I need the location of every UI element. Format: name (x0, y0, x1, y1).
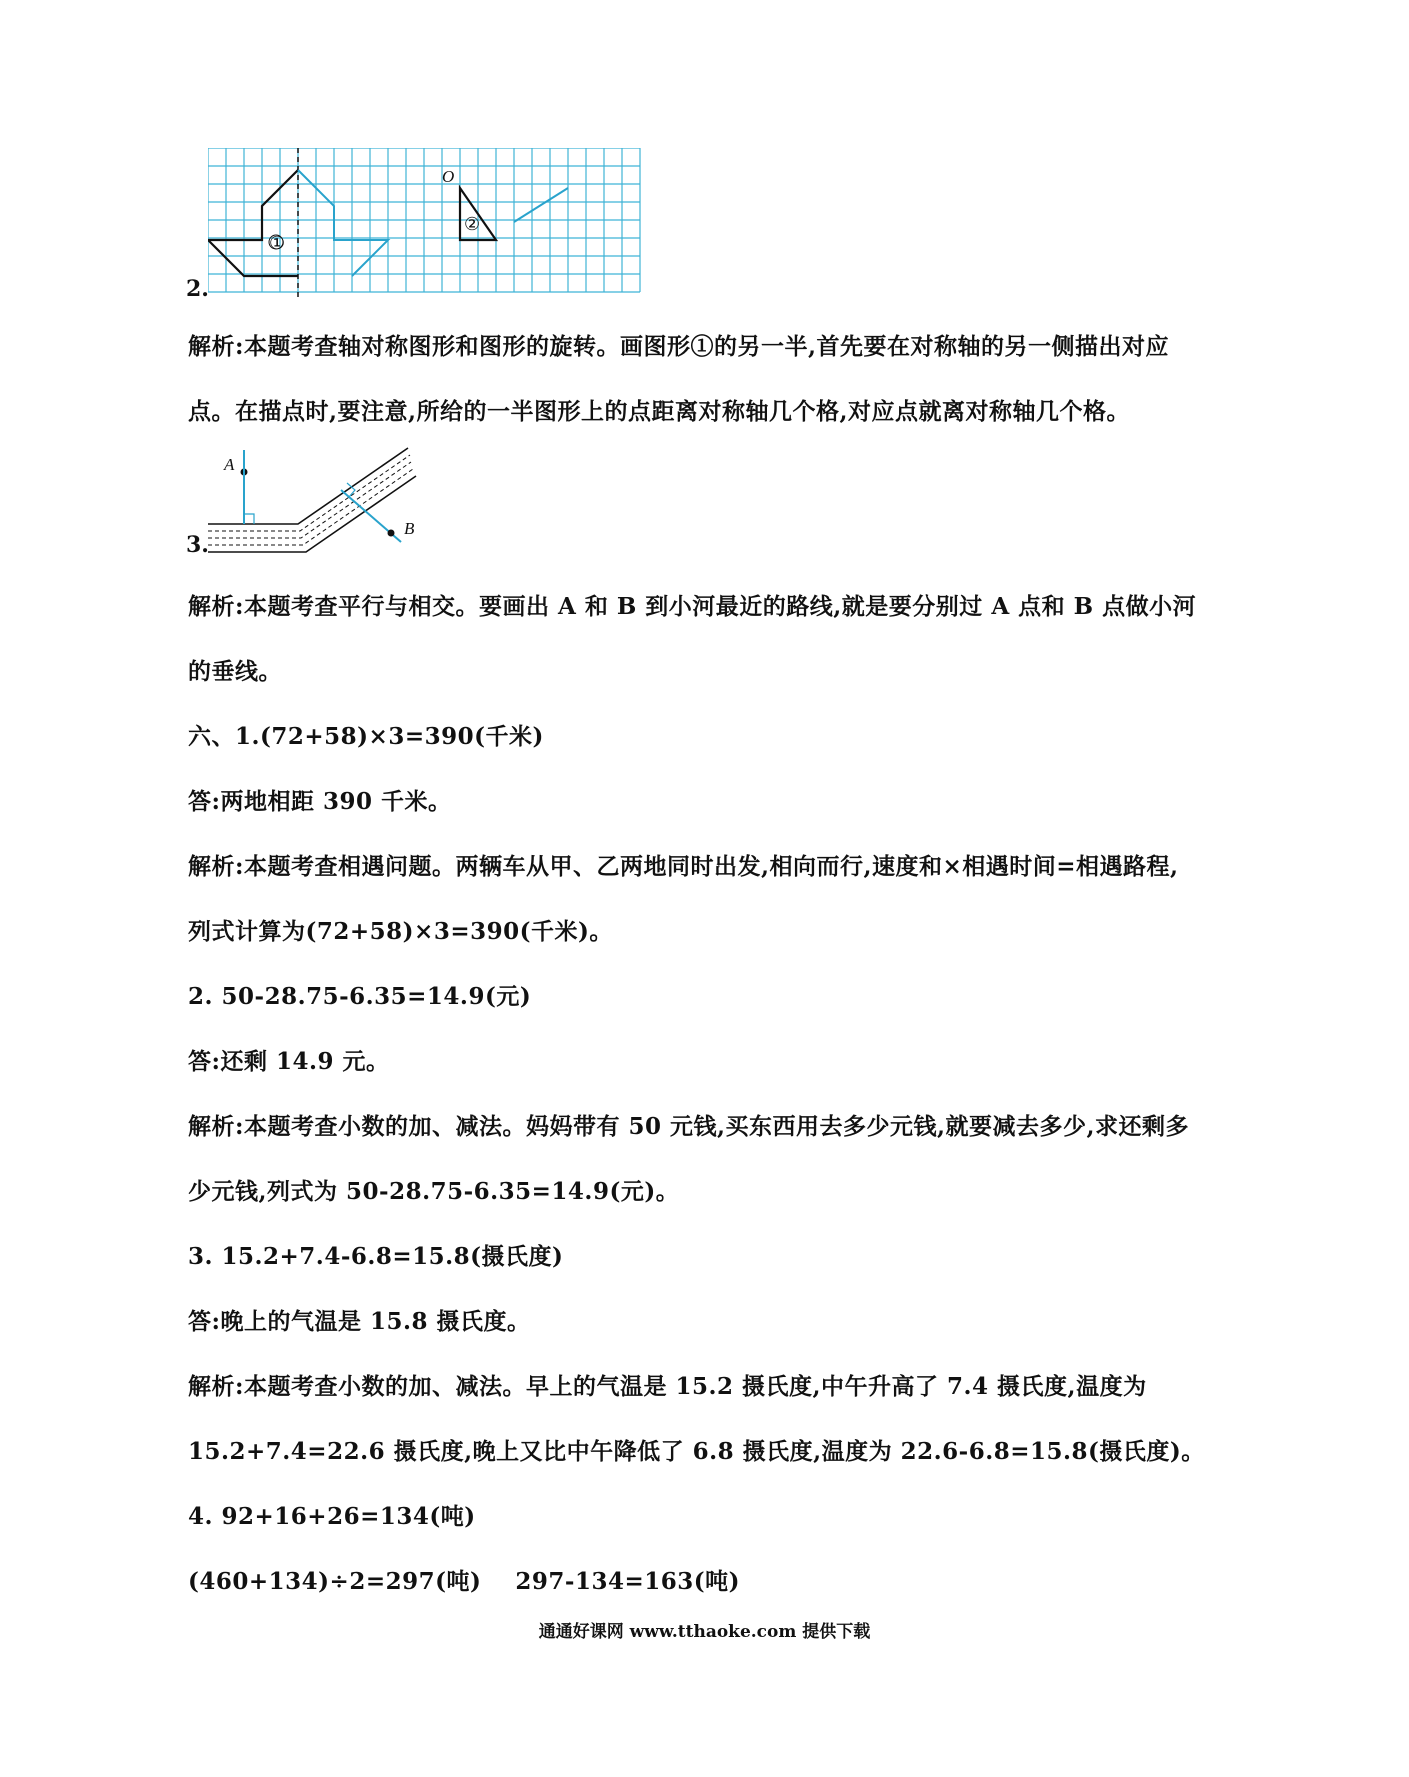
river-figure (208, 442, 468, 562)
section6-q1-analysis-line1: 解析:本题考查相遇问题。两辆车从甲、乙两地同时出发,相向而行,速度和×相遇时间=相遇路程, (188, 853, 1179, 880)
section6-q3-analysis-line2: 15.2+7.4=22.6 摄氏度,晚上又比中午降低了 6.8 摄氏度,温度为 22.6-6.8=15.8(摄氏度)。 (188, 1438, 1205, 1465)
section6-q1-equation: 六、1.(72+58)×3=390(千米) (188, 723, 544, 750)
analysis-q3-line2: 的垂线。 (188, 658, 282, 685)
point-b-label: B (404, 519, 415, 538)
footer-source: 通通好课网 www.tthaoke.com 提供下载 (538, 1622, 871, 1642)
shape-1-given-half (208, 170, 298, 276)
analysis-q3-line1: 解析:本题考查平行与相交。要画出 A 和 B 到小河最近的路线,就是要分别过 A 点和 B 点做小河 (188, 593, 1197, 620)
shape-1-drawn-half (298, 170, 388, 276)
point-o-label: O (442, 167, 455, 186)
right-angle-mark-a (244, 514, 254, 524)
point-b (388, 530, 395, 537)
river (208, 448, 416, 552)
analysis-q2-line2: 点。在描点时,要注意,所给的一半图形上的点距离对称轴几个格,对应点就离对称轴几个格。 (188, 398, 1131, 425)
section6-q4-equation: 4. 92+16+26=134(吨) (188, 1503, 476, 1530)
section6-q3-analysis-line1: 解析:本题考查小数的加、减法。早上的气温是 15.2 摄氏度,中午升高了 7.4 摄氏度,温度为 (188, 1373, 1147, 1400)
section6-q1-analysis-line2: 列式计算为(72+58)×3=390(千米)。 (188, 918, 613, 945)
question-number-2: 2. (186, 276, 209, 302)
point-a-label: A (224, 455, 235, 474)
grid-lines (208, 148, 640, 292)
question-number-3: 3. (186, 532, 209, 558)
shape-1-label: ① (269, 233, 286, 254)
section6-q2-analysis-line1: 解析:本题考查小数的加、减法。妈妈带有 50 元钱,买东西用去多少元钱,就要减去多少,求还剩多 (188, 1113, 1190, 1140)
section6-q3-answer: 答:晚上的气温是 15.8 摄氏度。 (188, 1308, 531, 1335)
section6-q2-equation: 2. 50-28.75-6.35=14.9(元) (188, 983, 532, 1010)
section6-q1-answer: 答:两地相距 390 千米。 (188, 788, 452, 815)
grid-figure (208, 148, 648, 298)
shape-2-label: ② (464, 214, 481, 235)
shape-2-rotated-segment (514, 188, 568, 222)
section6-q4-equation2: (460+134)÷2=297(吨) 297-134=163(吨) (188, 1568, 741, 1595)
section6-q2-answer: 答:还剩 14.9 元。 (188, 1048, 390, 1075)
section6-q3-equation: 3. 15.2+7.4-6.8=15.8(摄氏度) (188, 1243, 564, 1270)
analysis-q2-line1: 解析:本题考查轴对称图形和图形的旋转。画图形①的另一半,首先要在对称轴的另一侧描出对应 (188, 333, 1169, 360)
section6-q2-analysis-line2: 少元钱,列式为 50-28.75-6.35=14.9(元)。 (188, 1178, 680, 1205)
